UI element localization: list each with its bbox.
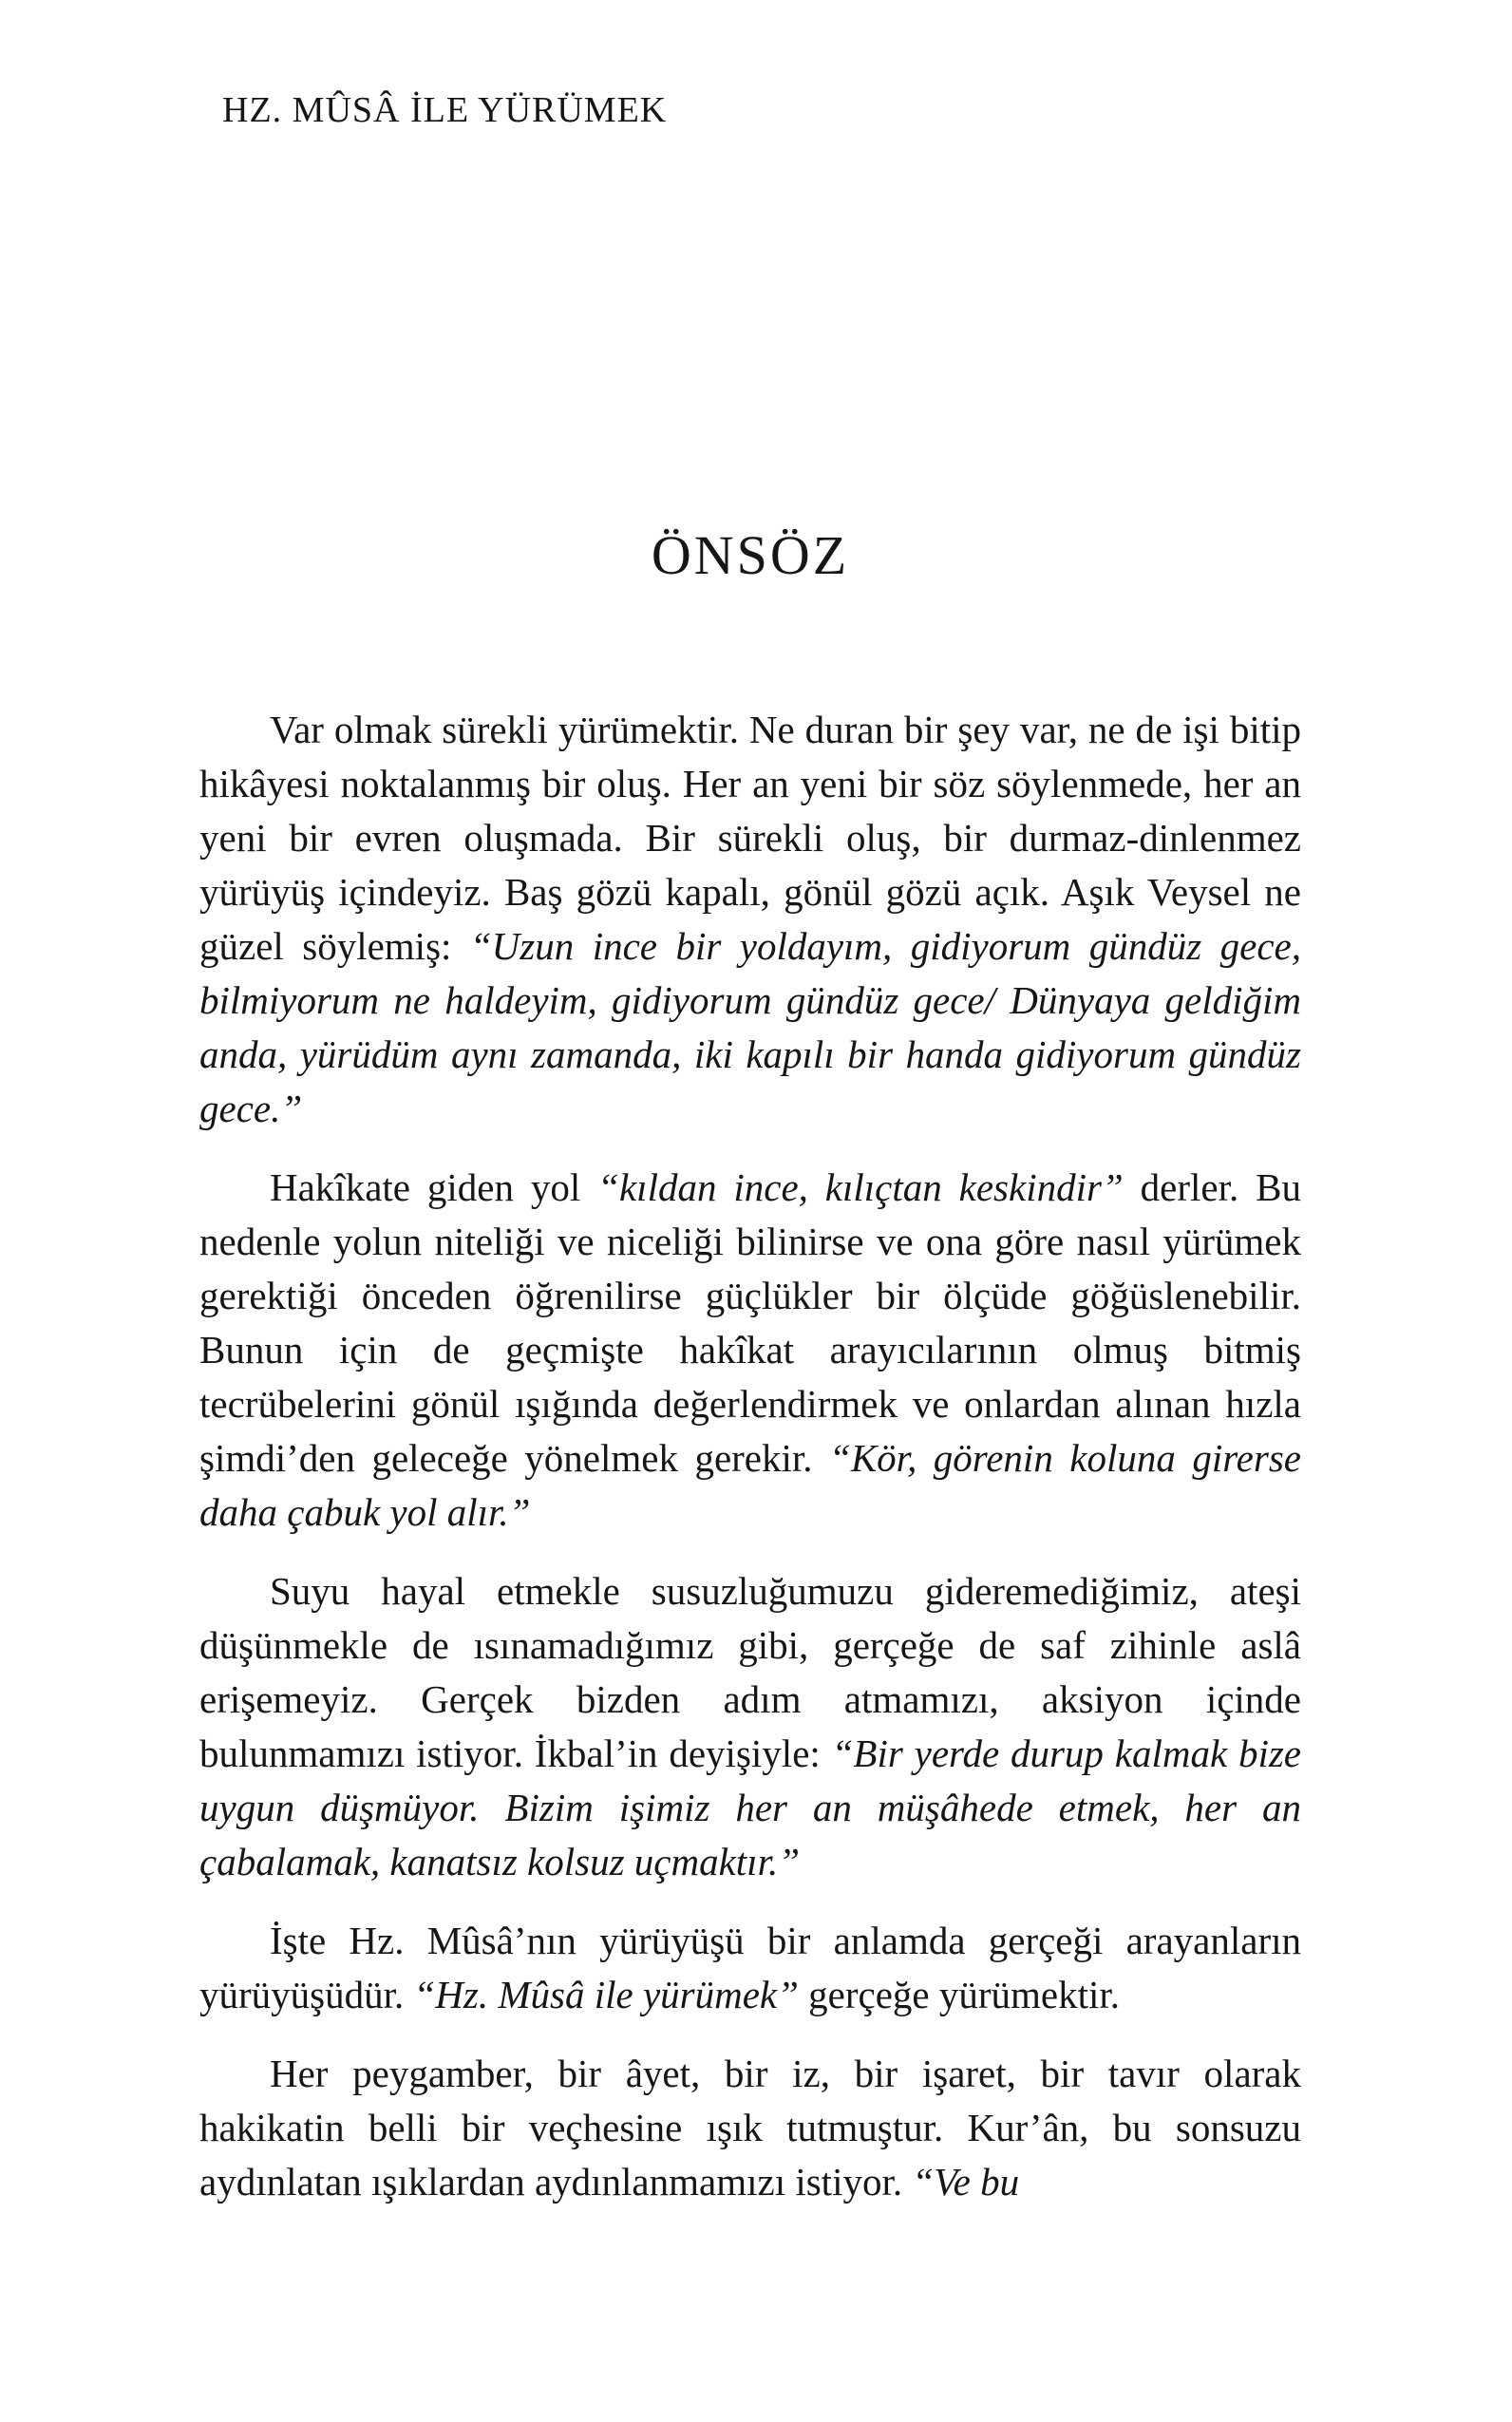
body-run: Suyu hayal etmekle susuzluğumuzu gideremediğimiz, ateşi düşünmekle de ısınamadığımız gibi, gerçeğe de saf zihinle aslâ erişemeyiz. Gerçek bizden adım atmamızı, aksiyon içinde bulunmamızı istiyor. İkbal’in deyişiyle: (199, 1569, 1301, 1775)
body-run: Hakîkate giden yol (270, 1165, 598, 1209)
body-run: derler. Bu nedenle yolun niteliği ve niceliği bilinirse ve ona göre nasıl yürümek gerektiği önceden öğrenilirse güçlükler bir ölçüde göğüslenebilir. Bunun için de geçmişte hakîkat arayıcılarının olmuş bitmiş tecrübelerini gönül ışığında değerlendirmek ve onlardan alınan hızla şimdi’den geleceğe yönelmek gerekir. (199, 1165, 1301, 1480)
body-run: gerçeğe yürümektir. (798, 1973, 1121, 2016)
chapter-title: ÖNSÖZ (651, 524, 850, 586)
quote-italic-run: “Kör, görenin koluna girerse daha çabuk yol alır.” (199, 1436, 1301, 1534)
quote-italic-run: “Ve bu (912, 2160, 1020, 2204)
body-run: Her peygamber, bir âyet, bir iz, bir işaret, bir tavır olarak hakikatin belli bir veçhesine ışık tutmuştur. Kur’ân, bu sonsuzu aydınlatan ışıklardan aydınlanmamızı istiyor. (199, 2052, 1301, 2204)
paragraph (199, 2047, 1301, 2209)
paragraph (199, 1161, 1301, 1540)
paragraph (199, 703, 1301, 1136)
body-text (199, 703, 1301, 2234)
quote-italic-run: “Hz. Mûsâ ile yürümek” (413, 1973, 799, 2016)
body-run: Var olmak sürekli yürümektir. Ne duran bir şey var, ne de işi bitip hikâyesi noktalanmış bir oluş. Her an yeni bir söz söylenmede, her an yeni bir evren oluşmada. Bir sürekli oluş, bir durmaz-dinlenmez yürüyüş içindeyiz. Baş gözü kapalı, gönül gözü açık. Aşık Veysel ne güzel söylemiş: (199, 708, 1301, 968)
paragraph (199, 1564, 1301, 1889)
quote-italic-run: “Uzun ince bir yoldayım, gidiyorum gündüz gece, bilmiyorum ne haldeyim, gidiyorum gündüz gece/ Dünyaya geldiğim anda, yürüdüm aynı zamanda, iki kapılı bir handa gidiyorum gündüz gece.” (199, 924, 1301, 1130)
paragraph (199, 1914, 1301, 2022)
quote-italic-run: “kıldan ince, kılıçtan keskindir” (597, 1165, 1124, 1209)
running-header: HZ. MÛSÂ İLE YÜRÜMEK (222, 90, 668, 130)
quote-italic-run: “Bir yerde durup kalmak bize uygun düşmüyor. Bizim işimiz her an müşâhede etmek, her an çabalamak, kanatsız kolsuz uçmaktır.” (199, 1731, 1301, 1883)
body-run: İşte Hz. Mûsâ’nın yürüyüşü bir anlamda gerçeği arayanların yürüyüşüdür. (199, 1919, 1301, 2016)
